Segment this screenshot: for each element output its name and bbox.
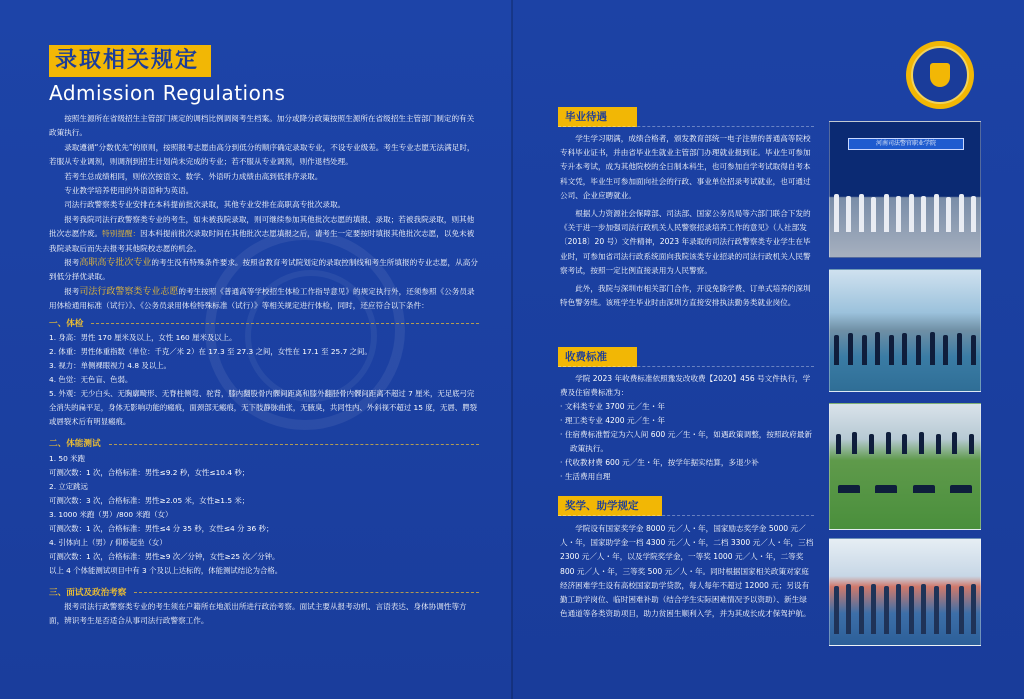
text: 报考 bbox=[64, 258, 80, 268]
list-item: · 生活费用自理 bbox=[560, 472, 611, 482]
divider bbox=[558, 515, 814, 516]
person bbox=[909, 194, 914, 232]
person bbox=[852, 432, 857, 454]
list-item: 2. 立定跳远 bbox=[49, 481, 88, 491]
person bbox=[969, 434, 974, 454]
person bbox=[952, 432, 957, 454]
person bbox=[875, 485, 897, 493]
divider bbox=[91, 323, 479, 324]
list-item: 4. 色觉：无色盲、色弱。 bbox=[49, 375, 133, 385]
paragraph: 专业教学培养使用的外语语种为英语。 bbox=[64, 186, 194, 196]
highlight-text: 高职高专批次专业 bbox=[79, 258, 152, 269]
list-item: · 住宿费标准暂定为六人间 600 元／生・年，如遇政策调整，按照政府最新政策执行。 bbox=[560, 430, 812, 454]
people-row bbox=[830, 192, 980, 232]
person bbox=[834, 194, 839, 232]
photo-graduation-ceremony bbox=[829, 121, 981, 258]
list-item: · 理工类专业 4200 元／生・年 bbox=[560, 416, 665, 426]
person bbox=[871, 584, 876, 634]
page-title: 录取相关规定 bbox=[49, 45, 211, 77]
section-heading bbox=[49, 437, 479, 451]
person bbox=[838, 485, 860, 493]
person bbox=[916, 335, 921, 365]
divider bbox=[558, 366, 814, 367]
text: 报考我院司法行政警察类专业的考生，如未被我院录取，则可继续参加其他批次志愿的填报、录取；若被我院录取，则其他批次志愿作废。 bbox=[49, 214, 475, 239]
paragraph: 司法行政警察类专业安排在本科提前批次录取，其他专业安排在高职高专批次录取。 bbox=[64, 200, 346, 210]
paragraph: 按照生源所在省级招生主管部门规定的调档比例调阅考生档案。加分或降分政策按照生源所在省级招生主管部门制定的有关政策执行。 bbox=[49, 114, 475, 138]
paragraph: 学院 2023 年收费标准依照豫发改收费【2020】456 号文件执行，学费及住宿费标准为： bbox=[560, 374, 811, 398]
paragraph bbox=[49, 213, 479, 256]
list-item: 可测次数：3 次，合格标准：男性≥2.05 米，女性≥1.5 米； bbox=[49, 495, 250, 505]
person bbox=[902, 434, 907, 454]
person bbox=[896, 196, 901, 232]
person bbox=[971, 335, 976, 365]
person bbox=[834, 586, 839, 634]
photo-formation-drill bbox=[829, 269, 981, 392]
person bbox=[919, 432, 924, 454]
paragraph: 此外，我院与深圳市相关部门合作，开设免除学费、订单式培养的深圳特色警务班。该班学生毕业时由深圳方直接安排执法勤务类就业岗位。 bbox=[560, 284, 811, 308]
people-row bbox=[830, 474, 980, 504]
list-item: 可测次数：1 次，合格标准：男性≤9.2 秒，女性≤10.4 秒； bbox=[49, 467, 250, 477]
person bbox=[902, 333, 907, 365]
person bbox=[862, 335, 867, 365]
person bbox=[959, 586, 964, 634]
list-item: 以上 4 个体能测试项目中有 3 个及以上达标的，体能测试结论为合格。 bbox=[49, 565, 283, 575]
person bbox=[875, 332, 880, 365]
college-emblem-icon bbox=[906, 41, 974, 109]
list-item: 可测次数：1 次，合格标准：男性≥9 次／分钟，女性≥25 次／分钟。 bbox=[49, 551, 280, 561]
people-row bbox=[830, 325, 980, 365]
highlight-text: 司法行政警察类专业志愿 bbox=[79, 286, 179, 297]
person bbox=[943, 335, 948, 365]
person bbox=[957, 333, 962, 365]
person bbox=[871, 197, 876, 232]
section-heading-text: 三、面试及政治考察 bbox=[49, 587, 127, 598]
list-item: · 文科类专业 3700 元／生・年 bbox=[560, 402, 665, 412]
emblem-inner bbox=[911, 46, 969, 104]
person bbox=[846, 584, 851, 634]
person bbox=[884, 194, 889, 232]
photo-salute-formation bbox=[829, 538, 981, 646]
person bbox=[886, 432, 891, 454]
person bbox=[889, 335, 894, 365]
person bbox=[848, 333, 853, 365]
person bbox=[971, 584, 976, 634]
graduation-text bbox=[560, 132, 814, 310]
text: 报考 bbox=[64, 286, 80, 296]
list-item: 4. 引体向上（男）/ 仰卧起坐（女） bbox=[49, 537, 167, 547]
list-item: 5. 外观：无少白头、无胸廓畸形、无脊柱侧弯、驼背，膝内翻股骨内髁间距离和膝外翻胫骨内髁间距离不超过 7 厘米，无足底弓完全消失的扁平足，身体无影响功能的瘢痕，面颈部无瘢痕，无下肢静脉曲张，无腋臭，共同性内、外斜视不超过 15 度，无唇、腭裂或唇裂术后有明显瘢痕。 bbox=[49, 389, 477, 427]
text: 因本科提前批次录取时间在其他批次志愿填报之后，请考生一定要按时填报其他批次志愿，以免未被我院录取后而失去报考其他院校志愿的机会。 bbox=[49, 229, 475, 253]
left-body bbox=[49, 112, 479, 629]
person bbox=[934, 586, 939, 634]
person bbox=[950, 485, 972, 493]
list-item: 1. 身高：男性 170 厘米及以上，女性 160 厘米及以上。 bbox=[49, 333, 237, 343]
person bbox=[913, 485, 935, 493]
list-item: · 代收教材费 600 元／生・年，按学年据实结算，多退少补 bbox=[560, 458, 759, 468]
list-item: 可测次数：1 次，合格标准：男性≤4 分 35 秒，女性≤4 分 36 秒； bbox=[49, 523, 274, 533]
section-heading bbox=[49, 317, 479, 331]
divider bbox=[134, 592, 479, 593]
list-item: 2. 体重：男性体重指数（单位：千克／米 2）在 17.3 至 27.3 之间，女性在 17.1 至 25.7 之间。 bbox=[49, 347, 372, 357]
shield-icon bbox=[930, 63, 950, 87]
page-subtitle: Admission Regulations bbox=[49, 81, 286, 105]
section-heading-scholarship: 奖学、助学规定 bbox=[558, 496, 662, 516]
stage-banner bbox=[848, 138, 964, 150]
highlight-text: 特别提醒： bbox=[102, 229, 141, 239]
person bbox=[946, 584, 951, 634]
section-heading-fees: 收费标准 bbox=[558, 347, 637, 367]
person bbox=[930, 332, 935, 365]
paragraph bbox=[49, 285, 479, 314]
banner-text: 河南司法警官职业学院 bbox=[875, 140, 936, 147]
page-fold bbox=[511, 0, 513, 699]
person bbox=[934, 194, 939, 232]
list-item: 1. 50 米跑 bbox=[49, 453, 85, 463]
text: 的考生按照《普通高等学校招生体检工作指导意见》的规定执行外，还须参照《公务员录用体检通用标准（试行）》、《公务员录用体检特殊标准（试行）》等相关规定进行体检，同时，还应符合以下条件： bbox=[49, 286, 475, 311]
section-heading-text: 二、体能测试 bbox=[49, 439, 101, 450]
person bbox=[836, 434, 841, 454]
paragraph: 若考生总成绩相同，则依次按语文、数学、外语听力成绩由高到低排序录取。 bbox=[64, 171, 323, 181]
person bbox=[869, 434, 874, 454]
person bbox=[834, 335, 839, 365]
person bbox=[921, 196, 926, 232]
paragraph: 学院设有国家奖学金 8000 元／人・年，国家励志奖学金 5000 元／人・年，国家助学金一档 4300 元／人・年，二档 3300 元／人・年，三档 2300 元／人・年，以及学院奖学金，一等奖 1000 元／人・年，二等奖 800 元／人・年，三等奖 500 元／人・年。同时根据国家相关政策对家庭经济困难学生设有高校国家助学贷款，每人每年不超过 12000 元；另设有勤工助学岗位、临时困难补助（结合学生实际困难情况予以资助）、新生绿色通道等各类资助项目，助力贫困生顺利入学，并为其成长成才保驾护航。 bbox=[560, 524, 814, 619]
person bbox=[971, 196, 976, 232]
paragraph: 学生学习期满，成绩合格者，颁发教育部统一电子注册的普通高等院校专科毕业证书，并由省毕业生就业主管部门办理就业报到证。毕业生可参加专升本考试，成为其他院校的全日制本科生，也可参加自学考试取得自考本科文凭，毕业生可参加面向社会的行政、事业单位招录考试就业，也可通过公司、企业应聘就业。 bbox=[560, 134, 811, 200]
paragraph bbox=[49, 256, 479, 285]
fees-text bbox=[560, 372, 814, 484]
divider bbox=[109, 444, 479, 445]
person bbox=[921, 584, 926, 634]
divider bbox=[558, 126, 814, 127]
section-heading-text: 一、体检 bbox=[49, 318, 84, 329]
person bbox=[909, 586, 914, 634]
paragraph: 报考司法行政警察类专业的考生须在户籍所在地派出所进行政治考察。面试主要从报考动机、言语表达、身体协调性等方面，辨识考生是否适合从事司法行政警察工作。 bbox=[49, 601, 467, 626]
list-item: 3. 视力：单侧裸眼视力 4.8 及以上。 bbox=[49, 361, 171, 371]
person bbox=[846, 196, 851, 232]
people-row bbox=[830, 579, 980, 634]
section-heading-graduation: 毕业待遇 bbox=[558, 107, 637, 127]
person bbox=[936, 434, 941, 454]
section-heading bbox=[49, 586, 479, 600]
people-row bbox=[830, 429, 980, 454]
scholarship-text bbox=[560, 522, 814, 621]
photo-combat-training bbox=[829, 403, 981, 530]
person bbox=[959, 194, 964, 232]
text: 的考生没有特殊条件要求。按照省教育考试院划定的录取控制线和考生所填报的专业志愿，从高分到低分择优录取。 bbox=[49, 258, 478, 282]
person bbox=[884, 586, 889, 634]
person bbox=[896, 584, 901, 634]
person bbox=[859, 586, 864, 634]
list-item: 3. 1000 米跑（男）/800 米跑（女） bbox=[49, 509, 173, 519]
person bbox=[946, 197, 951, 232]
paragraph: 录取遵循“分数优先”的原则，按照报考志愿由高分到低分的顺序确定录取专业，不设专业级差。考生专业志愿无法满足时，若服从专业调剂，则调剂到招生计划尚未完成的专业；若不服从专业调剂，则作退档处理。 bbox=[49, 142, 475, 167]
paragraph: 根据人力资源社会保障部、司法部、国家公务员局等六部门联合下发的《关于进一步加强司法行政机关人民警察招录培养工作的意见》（人社部发〔2018〕20 号）文件精神，2023 年录取的司法行政警察类专业学生在毕业时，可参加省司法行政系统面向我院该类专业招录的司法行政机关人民警察考试，按照一定比例直接录用为人民警察。 bbox=[560, 209, 811, 275]
person bbox=[859, 194, 864, 232]
